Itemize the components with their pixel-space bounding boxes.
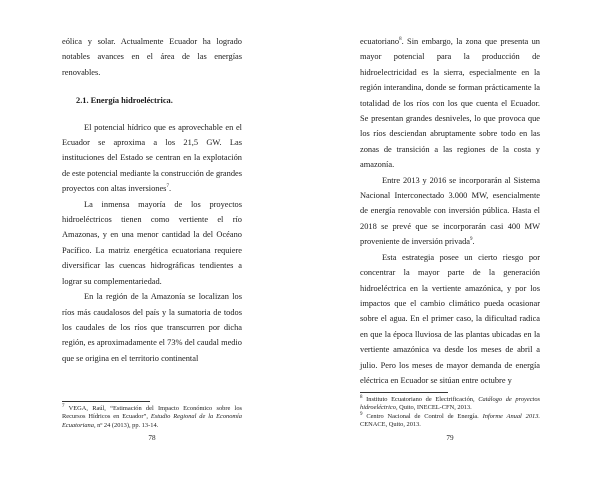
- footnote-title: Catálogo de proyectos hidroeléctrico: [360, 396, 541, 412]
- paragraph-text: . Sin embargo, la zona que presenta un mayor potencial para la producción de hidroelectricidad es la sierra, especialmente en la región interandina, donde se forman prácticamente la totalidad de los ríos con los que cuenta el Ecuador. Se presentan grandes desniveles, lo que provoca que los ríos desciendan abruptamente sobre todo en las zonas de transición a las regiones de la costa y amazonía.: [360, 37, 540, 170]
- paragraph: Esta estrategia posee un cierto riesgo por concentrar la mayor parte de la generación hidroeléctrica en la vertiente amazónica, y por los impactos que el cambio climático pueda ocasionar sobre el agua. En el primer caso, la dificultad radica en que la época lluviosa de las plantas ubicadas en la vertiente amazónica va desde los meses de abril a julio. Pero los meses de mayor demanda de energía eléctrica en Ecuador se sitúan entre octubre y: [360, 252, 540, 385]
- footnotes: [360, 396, 540, 429]
- footnote-text: , Quito, INECEL-CFN, 2013.: [395, 404, 472, 412]
- footnote: [360, 396, 540, 413]
- paragraph: eólica y solar. Actualmente Ecuador ha logrado notables avances en el área de las energías renovables.: [62, 37, 242, 77]
- footnote-marker: 9: [360, 411, 363, 417]
- right-body-text: [360, 34, 540, 388]
- footnote-text: CENACE, Quito, 2013.: [360, 420, 421, 428]
- paragraph-text: .: [472, 237, 475, 247]
- paragraph: La inmensa mayoría de los proyectos hidroeléctricos tienen como vertiente el río Amazonas, y en una menor cantidad la del Océano Pacífico. La matriz energética ecuatoriana requiere diversificar las cuencas hidrográficas tendientes a lograr su complementariedad.: [62, 199, 242, 286]
- footnote-text: Instituto Ecuatoriano de Electrificación,: [362, 396, 479, 403]
- footnote-text: VEGA, Raúl, “Estimación del Impacto Económico sobre los Recursos Hídricos en Ecuador”,: [62, 405, 243, 421]
- footnote-marker: 8: [360, 394, 363, 400]
- footnote: [62, 405, 242, 430]
- paragraph: [360, 173, 540, 250]
- paragraph: [62, 120, 242, 197]
- footnote-title: Estudio Regional de la Economía Ecuatoriana: [62, 413, 242, 429]
- footnote-divider: [62, 401, 150, 402]
- footnote: [360, 413, 540, 430]
- left-body-text: [62, 34, 242, 366]
- footnote-ref[interactable]: 7: [166, 184, 169, 190]
- paragraph-text: .: [168, 184, 172, 194]
- paragraph-text: Entre 2013 y 2016 se incorporarán al Sistema Nacional Interconectado 3.000 MW, esencialmente de energía renovable con inversión pública. Hasta el 2018 se prevé que se incorporarán casi 400 MW proveniente de inversión privada: [360, 175, 540, 247]
- paragraph: [360, 34, 540, 173]
- footnote-ref[interactable]: 9: [470, 237, 473, 243]
- paragraph-text: ecuatoriano: [360, 37, 400, 46]
- paragraph: En la región de la Amazonía se localizan los ríos más caudalosos del país y la sumatoria de todos los caudales de los ríos que transcurren por dicha región, es aproximadamente el 73% del caudal medio que se origina en el territorio continental: [62, 292, 242, 363]
- footnote-marker: 7: [62, 403, 65, 409]
- page-number: 78: [148, 434, 156, 442]
- page-number: 79: [446, 434, 454, 442]
- right-page: [300, 0, 600, 479]
- footnote-title: Informe Anual 2013.: [482, 412, 540, 420]
- footnote-ref[interactable]: 8: [399, 37, 402, 43]
- section-heading: 2.1. Energía hidroeléctrica.: [76, 96, 173, 106]
- footnote-text: Centro Nacional de Control de Energía.: [362, 412, 483, 420]
- paragraph-text: El potencial hídrico que es aprovechable en el Ecuador se aproxima a los 21,5 GW. Las instituciones del Estado se centran en la explotación de este potencial mediante la construcción de grandes proyectos con altas inversiones: [62, 122, 242, 194]
- footnote-text: , nº 24 (2013), pp. 13-14.: [93, 421, 159, 429]
- footnote-divider: [360, 392, 448, 393]
